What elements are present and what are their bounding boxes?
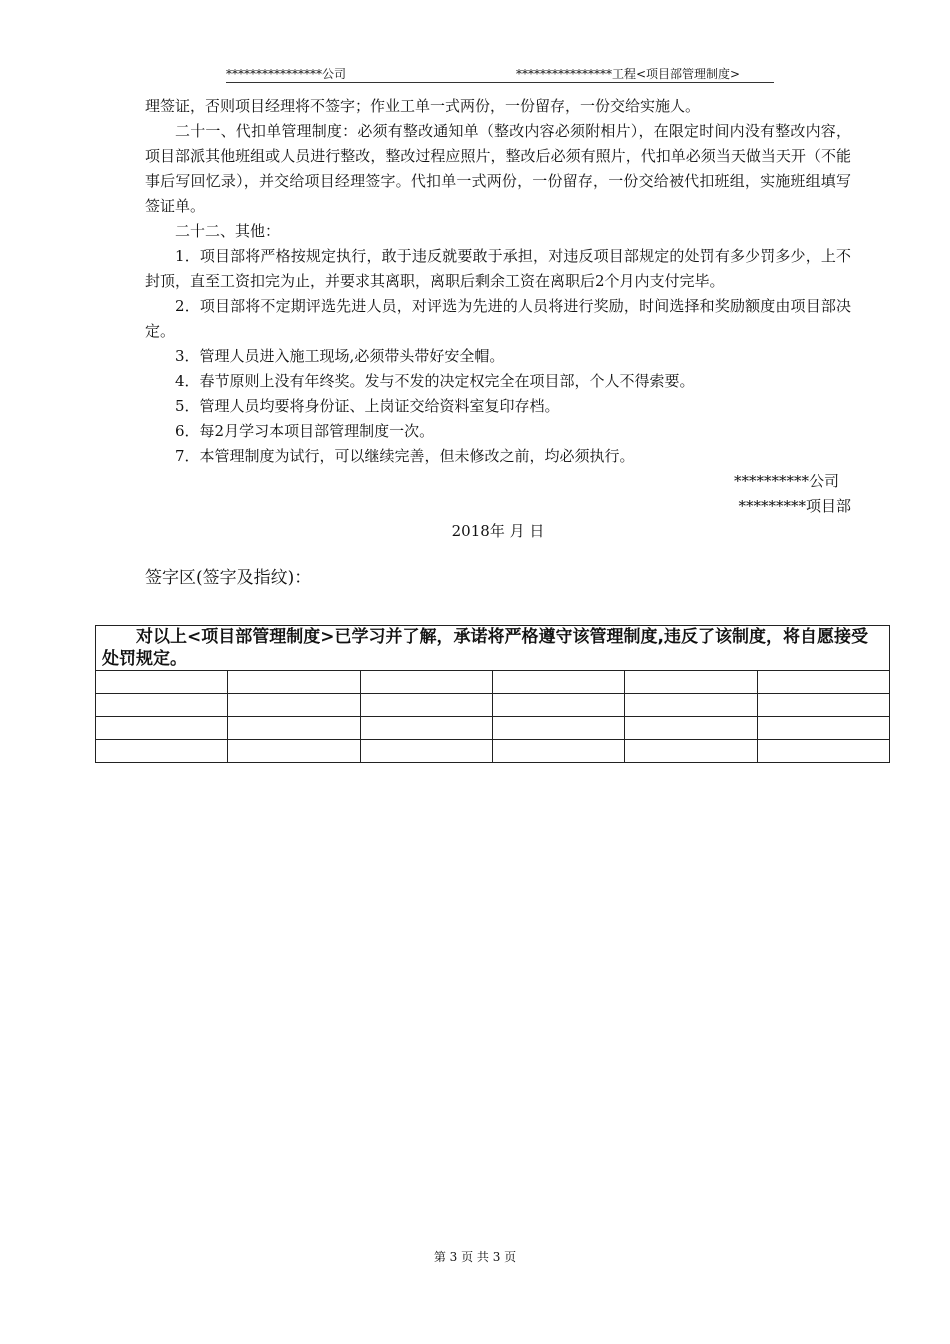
signature-cell[interactable]: [757, 717, 889, 740]
signature-department: *********项目部: [738, 497, 851, 515]
list-item-2: 2．项目部将不定期评选先进人员，对评选为先进的人员将进行奖励，时间选择和奖励额度由项目部决定。: [145, 297, 851, 340]
commitment-statement: 对以上<项目部管理制度>已学习并了解，承诺将严格遵守该管理制度,违反了该制度，将自愿接受处罚规定。: [96, 626, 890, 671]
paragraph-section-22-title: 二十二、其他：: [175, 222, 281, 240]
signature-cell[interactable]: [228, 717, 360, 740]
signature-cell[interactable]: [492, 694, 624, 717]
signature-cell[interactable]: [625, 671, 757, 694]
signature-cell[interactable]: [625, 717, 757, 740]
signature-cell[interactable]: [96, 717, 228, 740]
signature-cell[interactable]: [492, 671, 624, 694]
signature-cell[interactable]: [228, 671, 360, 694]
list-item-6: 6．每2月学习本项目部管理制度一次。: [175, 422, 435, 440]
signature-cell[interactable]: [360, 717, 492, 740]
signature-cell[interactable]: [492, 740, 624, 763]
header-company: ****************公司: [226, 67, 347, 81]
list-item-7: 7．本管理制度为试行，可以继续完善，但未修改之前，均必须执行。: [175, 447, 635, 465]
header-project-title: ****************工程<项目部管理制度>: [516, 67, 741, 81]
page-number: 第 3 页 共 3 页: [433, 1250, 517, 1264]
paragraph-section-21: 二十一、代扣单管理制度：必须有整改通知单（整改内容必须附相片），在限定时间内没有整改内容，项目部派其他班组或人员进行整改，整改过程应照片，整改后必须有照片，代扣单必须当天做当天开（不能事后写回忆录），并交给项目经理签字。代扣单一式两份，一份留存，一份交给被代扣班组，实施班组填写签证单。: [145, 122, 851, 215]
signature-table: [95, 625, 890, 763]
table-row: [96, 694, 890, 717]
signature-cell[interactable]: [625, 694, 757, 717]
signature-cell[interactable]: [96, 671, 228, 694]
signature-cell[interactable]: [96, 740, 228, 763]
signature-cell[interactable]: [360, 740, 492, 763]
signature-cell[interactable]: [360, 694, 492, 717]
signature-cell[interactable]: [96, 694, 228, 717]
signature-date: 2018年 月 日: [451, 522, 545, 540]
signature-cell[interactable]: [360, 671, 492, 694]
list-item-5: 5．管理人员均要将身份证、上岗证交给资料室复印存档。: [175, 397, 560, 415]
signature-cell[interactable]: [228, 740, 360, 763]
list-item-1: 1．项目部将严格按规定执行，敢于违反就要敢于承担，对违反项目部规定的处罚有多少罚多少，上不封顶，直至工资扣完为止，并要求其离职，离职后剩余工资在离职后2个月内支付完毕。: [145, 247, 851, 290]
paragraph-continued: 理签证，否则项目经理将不签字；作业工单一式两份，一份留存，一份交给实施人。: [145, 97, 701, 115]
page-header: [226, 66, 774, 83]
document-body: [145, 94, 851, 544]
list-item-3: 3．管理人员进入施工现场,必须带头带好安全帽。: [175, 347, 505, 365]
signature-cell[interactable]: [757, 740, 889, 763]
table-row: [96, 717, 890, 740]
signature-cell[interactable]: [228, 694, 360, 717]
signature-area-label: 签字区(签字及指纹)：: [145, 568, 312, 588]
signature-cell[interactable]: [625, 740, 757, 763]
signature-cell[interactable]: [757, 694, 889, 717]
signature-cell[interactable]: [757, 671, 889, 694]
table-row: [96, 671, 890, 694]
signature-company: **********公司: [733, 472, 839, 490]
signature-cell[interactable]: [492, 717, 624, 740]
table-row: [96, 740, 890, 763]
list-item-4: 4．春节原则上没有年终奖。发与不发的决定权完全在项目部，个人不得索要。: [175, 372, 695, 390]
